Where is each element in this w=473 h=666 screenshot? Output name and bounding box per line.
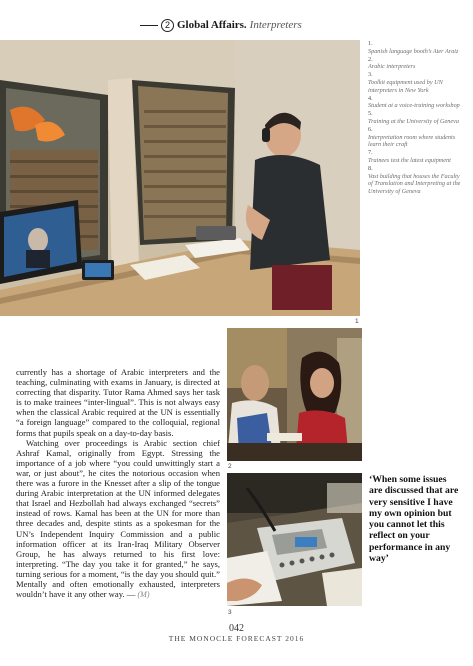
photo-interpreter-booth [0,40,360,316]
caption-item: 2. Arabic interpreters [368,55,416,71]
figure-number-3: 3 [228,609,232,616]
caption-item: 6. Interpretation room where students learn their craft [368,126,456,149]
section-subtitle: Interpreters [249,19,302,31]
section-header [140,17,302,33]
photo-arabic-interpreters [227,328,362,461]
header-rule [140,25,158,26]
end-signature: (M) [137,590,150,600]
caption-item: 7. Trainees test the latest equipment [368,149,451,164]
caption-item: 4. Student at a voice-training workshop [368,94,460,110]
publication-title: THE MONOCLE FORECAST 2016 [168,634,305,643]
body-paragraph-2: Watching over proceedings is Arabic section chief Ashraf Kamal, originally from Egypt. Stressing the importance of a job where “you could unwittingly start a war, or just about”, he cites the notorious occasion when there was a furore in the Knesset after a slip of the tongue during Arabic interpretation at the UN informed delegates that Israel and Hezbollah had always exchanged “secrets” instead of rows. Kamal has been at the UN for more than three decades and, despite stints as a spokesman for the UN’s Independent Inquiry Commission and a public information officer at its Iran-Iraq Military Observer Group, he has always returned to his first love: interpreting. “The day you take it for granted,” he says, turning serious for a moment, “is the day you should quit.” Mentally and often emotionally exhausted, interpreters wouldn’t have it any other way. — (M) [16,437,220,600]
caption-item: 8. Vast building that houses the Faculty of Translation and Interpreting at the University of Geneva [368,165,461,195]
page-number: 042 [229,623,244,634]
caption-item: 1. Spanish language booth’s Ater Araiz [368,40,459,55]
section-number-badge: 2 [161,19,174,32]
figure-number-2: 2 [228,463,232,470]
body-paragraph-1: currently has a shortage of Arabic interpreters and the teaching, culminating with exams in January, is directed at correcting that disparity. Tutor Rama Ahmed says her task is to make trainees “inter-lingual”. This is not always easy when the classical Arabic required at the UN is essentially “a foreign language” compared to the colloquial, regional forms that pupils speak on a day-to-day basis. [16,367,220,438]
article-body [16,367,220,600]
photo-toolkit-equipment [227,473,362,606]
caption-item: 5. Training at the University of Geneva [368,110,459,125]
section-title: Global Affairs. [177,19,247,31]
figure-number-1: 1 [355,318,359,325]
pull-quote: ‘When some issues are discussed that are very sensitive I have my own opinion but you cannot let this reflect on your performance in any way’ [369,474,459,565]
caption-list [368,40,463,196]
caption-item: 3. Toolkit equipment used by UN interpreters in New York [368,71,443,94]
